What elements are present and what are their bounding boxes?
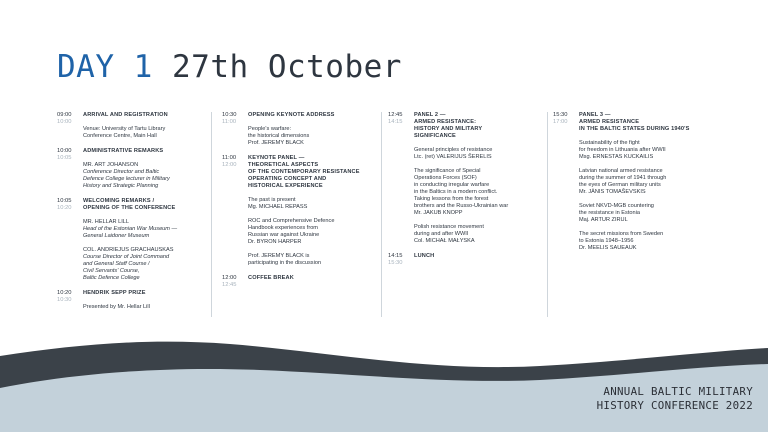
detail-line: Latvian national armed resistance — [579, 168, 663, 174]
session-title — [83, 290, 211, 297]
detail-line: Mg. MICHAEL REPASS — [248, 204, 308, 210]
end-time: 15:30 — [388, 260, 403, 266]
session-title — [414, 253, 547, 260]
end-time: 10:20 — [57, 205, 72, 211]
schedule-slot — [553, 112, 723, 252]
slot-body — [414, 112, 547, 245]
session-title-line: ARMED RESISTANCE — [579, 119, 640, 125]
schedule-column — [222, 112, 382, 317]
slot-time — [222, 112, 248, 147]
session-title — [83, 198, 211, 212]
session-title — [579, 112, 723, 133]
session-title-line: IN THE BALTIC STATES DURING 1940'S — [579, 126, 690, 132]
session-detail — [83, 219, 211, 240]
detail-line: Head of the Estonian War Museum — — [83, 226, 178, 232]
detail-line: participating in the discussion — [248, 260, 322, 266]
session-title — [83, 112, 211, 119]
start-time: 09:00 — [57, 112, 72, 118]
session-title-line: KEYNOTE PANEL — — [248, 155, 305, 161]
session-detail — [414, 224, 547, 245]
detail-line: Dr. MEELIS SAUEAUK — [579, 245, 637, 251]
end-time: 10:05 — [57, 155, 72, 161]
session-title — [248, 112, 381, 119]
detail-line: MR. HELLAR LILL — [83, 219, 130, 225]
detail-line: Ltc. (ret) VALERIJUS ŠERELIS — [414, 154, 492, 160]
start-time: 10:05 — [57, 198, 72, 204]
schedule-slot — [57, 148, 211, 190]
session-title-line: ARRIVAL AND REGISTRATION — [83, 112, 168, 118]
session-detail — [248, 253, 381, 267]
session-title-line: HENDRIK SEPP PRIZE — [83, 290, 146, 296]
session-title-line: ADMINISTRATIVE REMARKS — [83, 148, 164, 154]
slot-body — [248, 155, 381, 267]
detail-line: General Laidoner Museum — [83, 233, 150, 239]
detail-line: for freedom in Lithuania after WWII — [579, 147, 666, 153]
session-detail — [414, 168, 547, 217]
detail-line: Defence College lecturer in Military — [83, 176, 170, 182]
schedule-column — [57, 112, 212, 317]
slot-body — [83, 290, 211, 311]
slot-body — [248, 275, 381, 289]
session-title-line: HISTORY AND MILITARY — [414, 126, 483, 132]
schedule-slot — [222, 112, 381, 147]
detail-line: Taking lessons from the forest — [414, 196, 489, 202]
slot-time — [388, 112, 414, 245]
end-time: 17:00 — [553, 119, 568, 125]
schedule-slot — [222, 155, 381, 267]
slot-body — [248, 112, 381, 147]
detail-line: Mr. JĀNIS TOMAŠEVSKIS — [579, 189, 646, 195]
slot-time — [222, 155, 248, 267]
detail-line: COL. ANDRIEJUS GRACHAUSKAS — [83, 247, 174, 253]
detail-line: during and after WWII — [414, 231, 469, 237]
session-title-line: OF THE CONTEMPORARY RESISTANCE — [248, 169, 360, 175]
session-title-line: COFFEE BREAK — [248, 275, 294, 281]
session-detail — [83, 162, 211, 190]
detail-line: the resistance in Estonia — [579, 210, 640, 216]
conference-line-2: HISTORY CONFERENCE 2022 — [596, 399, 753, 412]
detail-line: Prof. JEREMY BLACK is — [248, 253, 310, 259]
detail-line: Polish resistance movement — [414, 224, 484, 230]
detail-line: Presented by Mr. Hellar Lill — [83, 304, 150, 310]
session-detail — [579, 140, 723, 161]
conference-line-1: ANNUAL BALTIC MILITARY — [603, 385, 753, 398]
detail-line: Baltic Defence College — [83, 275, 140, 281]
conference-name — [548, 385, 753, 413]
session-detail — [579, 231, 723, 252]
slot-time — [388, 253, 414, 267]
session-title-line: LUNCH — [414, 253, 435, 259]
detail-line: Mr. JAKUB KNOPP — [414, 210, 463, 216]
detail-line: MR. ART JOHANSON — [83, 162, 139, 168]
detail-line: General principles of resistance — [414, 147, 493, 153]
session-title-line: OPENING OF THE CONFERENCE — [83, 205, 176, 211]
session-title-line: THEORETICAL ASPECTS — [248, 162, 319, 168]
day-label: DAY 1 — [57, 49, 153, 85]
detail-line: Soviet NKVD-MGB countering — [579, 203, 654, 209]
end-time: 14:15 — [388, 119, 403, 125]
session-detail — [248, 197, 381, 211]
detail-line: Sustainability of the fight — [579, 140, 640, 146]
slot-body — [414, 253, 547, 267]
slot-body — [579, 112, 723, 252]
session-detail — [83, 304, 211, 311]
end-time: 12:45 — [222, 282, 237, 288]
end-time: 10:30 — [57, 297, 72, 303]
detail-line: Dr. BYRON HARPER — [248, 239, 302, 245]
start-time: 11:00 — [222, 155, 237, 161]
schedule-slot — [57, 112, 211, 140]
schedule-slot — [57, 198, 211, 282]
session-title-line: HISTORICAL EXPERIENCE — [248, 183, 323, 189]
schedule-column — [388, 112, 548, 317]
start-time: 12:00 — [222, 275, 237, 281]
schedule-slot — [222, 275, 381, 289]
start-time: 10:20 — [57, 290, 72, 296]
date-label: 27th October — [172, 49, 402, 85]
detail-line: Conference Centre, Main Hall — [83, 133, 157, 139]
detail-line: Civil Servants' Course, — [83, 268, 140, 274]
slot-time — [222, 275, 248, 289]
end-time: 10:00 — [57, 119, 72, 125]
slot-body — [83, 112, 211, 140]
detail-line: in the Baltics in a modern conflict. — [414, 189, 498, 195]
slot-body — [83, 148, 211, 190]
detail-line: The past is present — [248, 197, 296, 203]
session-title-line: PANEL 3 — — [579, 112, 611, 118]
detail-line: Handbook experiences from — [248, 225, 318, 231]
page-title — [57, 49, 402, 85]
detail-line: to Estonia 1948–1956 — [579, 238, 634, 244]
session-title — [83, 148, 211, 155]
detail-line: Course Director of Joint Command — [83, 254, 170, 260]
session-title — [248, 155, 381, 190]
slot-time — [57, 148, 83, 190]
schedule-slot — [388, 112, 547, 245]
session-detail — [579, 203, 723, 224]
session-title-line: PANEL 2 — — [414, 112, 446, 118]
session-title-line: WELCOMING REMARKS / — [83, 198, 155, 204]
end-time: 11:00 — [222, 119, 237, 125]
schedule-slot — [388, 253, 547, 267]
detail-line: the eyes of German military units — [579, 182, 661, 188]
session-detail — [83, 126, 211, 140]
detail-line: ROC and Comprehensive Defence — [248, 218, 335, 224]
detail-line: Operations Forces (SOF) — [414, 175, 477, 181]
session-detail — [579, 168, 723, 196]
detail-line: People's warfare: — [248, 126, 292, 132]
detail-line: during the summer of 1941 through — [579, 175, 667, 181]
detail-line: Russian war against Ukraine — [248, 232, 320, 238]
detail-line: History and Strategic Planning — [83, 183, 159, 189]
start-time: 12:45 — [388, 112, 403, 118]
detail-line: the historical dimensions — [248, 133, 310, 139]
detail-line: Conference Director and Baltic — [83, 169, 160, 175]
detail-line: Col. MICHAŁ MAŁYSKA — [414, 238, 475, 244]
session-detail — [248, 218, 381, 246]
detail-line: The secret missions from Sweden — [579, 231, 664, 237]
session-detail — [414, 147, 547, 161]
slot-time — [57, 198, 83, 282]
detail-line: and General Staff Course / — [83, 261, 150, 267]
slot-time — [553, 112, 579, 252]
detail-line: The significance of Special — [414, 168, 481, 174]
start-time: 10:30 — [222, 112, 237, 118]
detail-line: brothers and the Russo-Ukrainian war — [414, 203, 509, 209]
session-detail — [248, 126, 381, 147]
decorative-waves — [0, 330, 768, 432]
session-title-line: OPERATING CONCEPT AND — [248, 176, 327, 182]
slot-time — [57, 112, 83, 140]
session-title — [414, 112, 547, 140]
session-title-line: OPENING KEYNOTE ADDRESS — [248, 112, 335, 118]
schedule-column — [553, 112, 723, 317]
start-time: 14:15 — [388, 253, 403, 259]
start-time: 15:30 — [553, 112, 568, 118]
end-time: 12:00 — [222, 162, 237, 168]
detail-line: Maj. ARTUR ZIRUL — [579, 217, 628, 223]
slot-time — [57, 290, 83, 311]
detail-line: Msg. ERNESTAS KUCKAILIS — [579, 154, 654, 160]
detail-line: in conducting irregular warfare — [414, 182, 490, 188]
start-time: 10:00 — [57, 148, 72, 154]
schedule-slot — [57, 290, 211, 311]
detail-line: Prof. JEREMY BLACK — [248, 140, 304, 146]
slot-body — [83, 198, 211, 282]
session-title-line: SIGNIFICANCE — [414, 133, 456, 139]
session-detail — [83, 247, 211, 282]
session-title — [248, 275, 381, 282]
detail-line: Venue: University of Tartu Library — [83, 126, 166, 132]
session-title-line: ARMED RESISTANCE: — [414, 119, 477, 125]
